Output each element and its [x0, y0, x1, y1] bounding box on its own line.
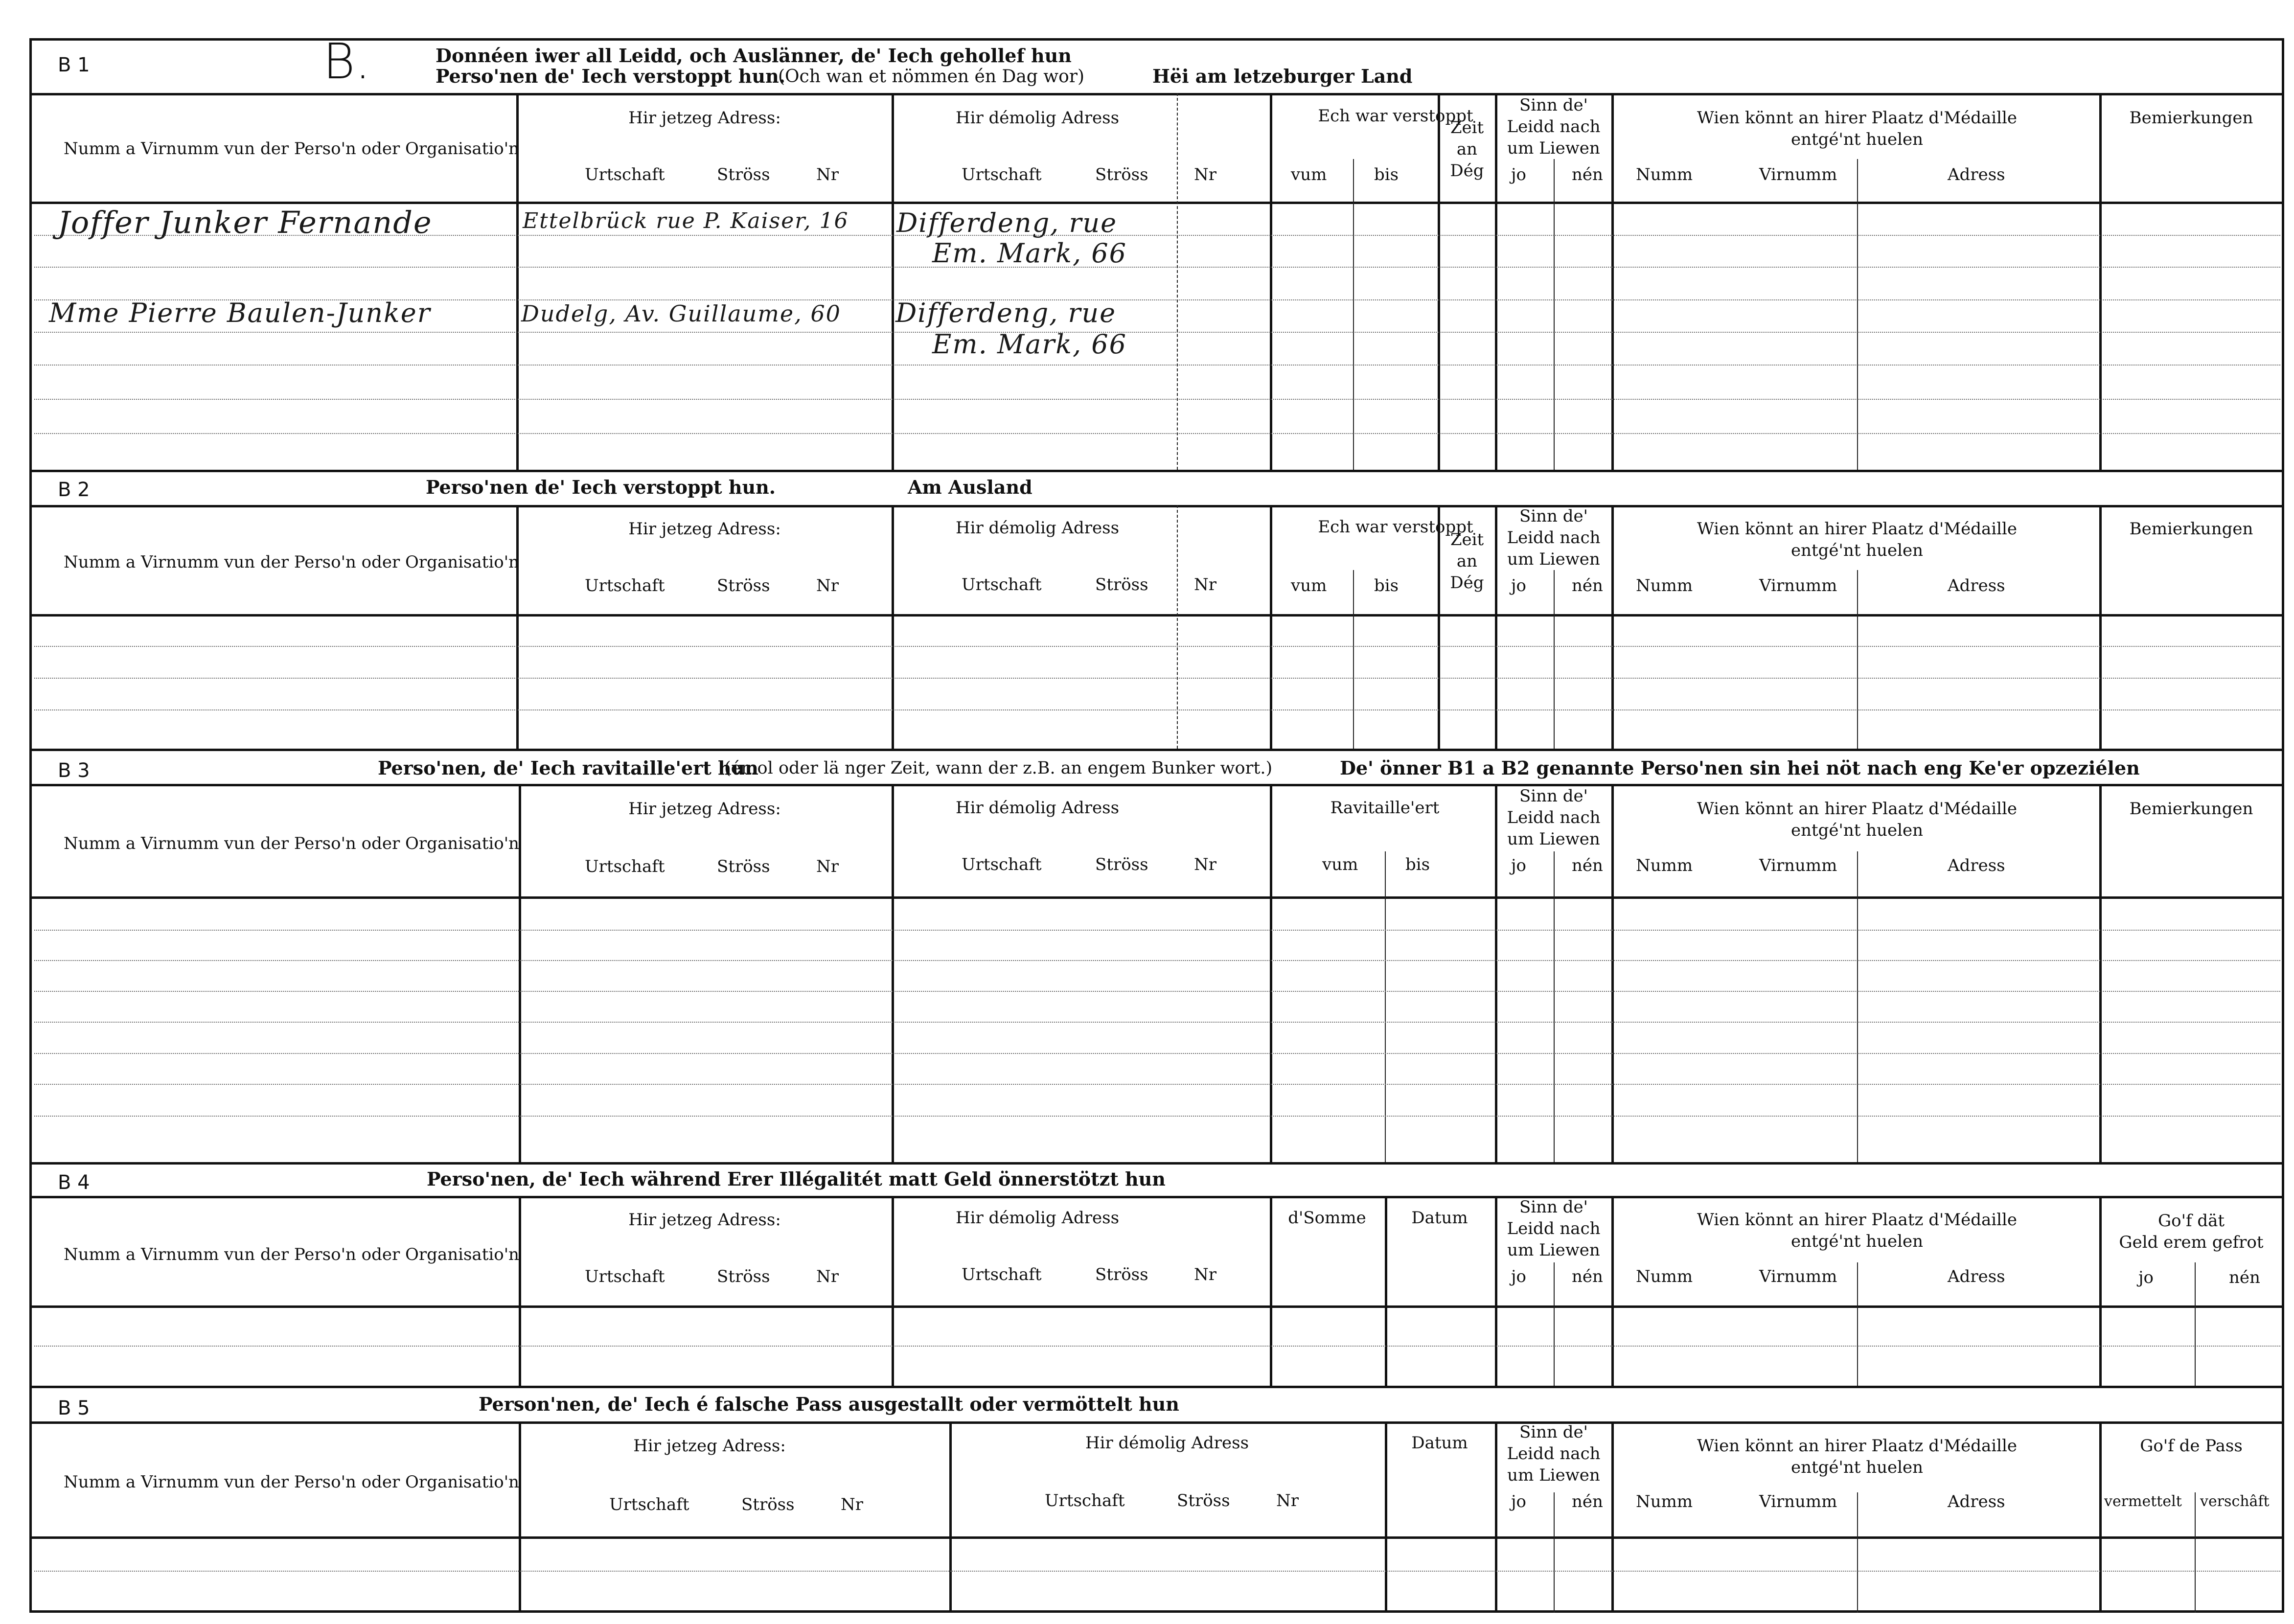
b5-alive-header-2: Leidd nach — [1507, 1444, 1601, 1464]
b3-row-line — [34, 1053, 2280, 1054]
b3-medal-header-2: entgé'nt huelen — [1790, 821, 1924, 840]
b1-entry-old-address-1: Differdeng, rue — [896, 207, 1118, 238]
b4-alive-header-3: um Liewen — [1507, 1240, 1600, 1260]
b5-old-urtschaft-header: Urtschaft — [1045, 1491, 1125, 1510]
b4-repaid-yes-header: jo — [2138, 1268, 2154, 1287]
b5-col — [1385, 1421, 1387, 1613]
b1-bottom-rule — [29, 470, 2284, 472]
b1-entry-name: Mme Pierre Baulen-Junker — [49, 297, 431, 328]
b3-no-header: nén — [1572, 856, 1603, 875]
b4-alive-header-1: Sinn de' — [1519, 1197, 1588, 1217]
b5-medal-firstname-header: Virnumm — [1759, 1492, 1837, 1511]
b3-heading-c: De' önner B1 a B2 genannte Perso'nen sin hei nöt nach eng Ke'er opzeziélen — [1340, 757, 2140, 779]
b1-medal-header-2: entgé'nt huelen — [1790, 130, 1924, 149]
b3-col — [1495, 784, 1497, 1162]
b2-subcol — [1857, 570, 1858, 749]
b1-current-address-header: Hir jetzeg Adress: — [628, 108, 781, 128]
b3-supplied-header: Ravitaille'ert — [1330, 798, 1440, 818]
b3-old-urtschaft-header: Urtschaft — [962, 855, 1042, 874]
b1-subcol — [1554, 159, 1555, 470]
b4-col — [1611, 1196, 1614, 1386]
b2-alive-header-3: um Liewen — [1507, 549, 1600, 569]
b1-entry-old-address-2: Em. Mark, 66 — [932, 329, 1127, 360]
b3-to-header: bis — [1405, 855, 1430, 874]
b5-medal-header-1: Wien könnt an hirer Plaatz d'Médaille — [1697, 1436, 2018, 1456]
b3-medal-name-header: Numm — [1636, 856, 1693, 875]
b1-days-header-1: Zeit — [1450, 118, 1484, 137]
b5-no-header: nén — [1572, 1492, 1603, 1511]
section-id-b5: B 5 — [58, 1397, 90, 1419]
b5-nr-header: Nr — [841, 1495, 864, 1514]
b2-no-header: nén — [1572, 576, 1603, 595]
b1-col — [1438, 93, 1440, 470]
b1-heading-line1: Donnéen iwer all Leidd, och Auslänner, de' Iech gehollef hun — [436, 45, 1072, 67]
b1-old-urtschaft-header: Urtschaft — [962, 165, 1042, 184]
b4-repaid-no-header: nén — [2229, 1268, 2260, 1287]
b5-heading: Person'nen, de' Iech é falsche Pass ausgestallt oder vermöttelt hun — [479, 1393, 1179, 1415]
b3-heading-b: (émol oder lä nger Zeit, wann der z.B. an engem Bunker wort.) — [724, 758, 1273, 778]
b2-alive-header-1: Sinn de' — [1519, 506, 1588, 526]
b3-remarks-header: Bemierkungen — [2129, 799, 2253, 819]
b3-row-line — [34, 930, 2280, 931]
b1-yes-header: jo — [1511, 165, 1527, 184]
b1-medal-header-1: Wien könnt an hirer Plaatz d'Médaille — [1697, 108, 2018, 128]
b2-row-line — [34, 646, 2280, 647]
b2-yes-header: jo — [1511, 576, 1527, 595]
b1-entry-current-address: Ettelbrück rue P. Kaiser, 16 — [523, 208, 849, 233]
b5-col — [1611, 1421, 1614, 1613]
section-id-b3: B 3 — [58, 759, 90, 782]
b3-stross-header: Ströss — [717, 857, 770, 876]
b2-subcol — [1177, 505, 1178, 749]
b1-row-line — [34, 433, 2280, 434]
b1-row-line — [34, 332, 2280, 333]
b1-remarks-header: Bemierkungen — [2129, 108, 2253, 128]
b2-from-header: vum — [1291, 576, 1327, 595]
b2-row-line — [34, 709, 2280, 710]
b2-old-stross-header: Ströss — [1095, 575, 1148, 595]
b1-nr-header: Nr — [816, 165, 839, 184]
b5-alive-header-3: um Liewen — [1507, 1465, 1600, 1485]
b1-col — [1495, 93, 1497, 470]
b1-heading-line2b: (Och wan et nömmen én Dag wor) — [778, 67, 1085, 87]
b5-medal-name-header: Numm — [1636, 1492, 1693, 1511]
b3-bottom-rule — [29, 1162, 2284, 1165]
b2-subcol — [1554, 570, 1555, 749]
b4-subcol — [1857, 1262, 1858, 1386]
b4-stross-header: Ströss — [717, 1267, 770, 1286]
b5-col — [2099, 1421, 2102, 1613]
b1-top-rule — [29, 93, 2284, 95]
b1-row-line — [34, 399, 2280, 400]
b3-nr-header: Nr — [816, 857, 839, 876]
b5-stross-header: Ströss — [741, 1495, 795, 1514]
b2-medal-firstname-header: Virnumm — [1759, 576, 1837, 595]
b1-from-header: vum — [1291, 165, 1327, 184]
b2-to-header: bis — [1374, 576, 1399, 595]
b2-days-header-1: Zeit — [1450, 530, 1484, 549]
b5-col — [949, 1421, 952, 1613]
b1-entry-name: Joffer Junker Fernande — [58, 205, 433, 240]
b3-medal-firstname-header: Virnumm — [1759, 856, 1837, 875]
b2-bottom-rule — [29, 749, 2284, 751]
b2-old-address-header: Hir démolig Adress — [955, 518, 1120, 538]
b1-heading-line2a: Perso'nen de' Iech verstoppt hun. — [436, 65, 785, 87]
section-id-b1: B 1 — [58, 54, 90, 76]
b3-header-rule — [29, 896, 2284, 899]
b4-old-stross-header: Ströss — [1095, 1265, 1148, 1284]
b1-header-rule — [29, 202, 2284, 204]
b4-old-urtschaft-header: Urtschaft — [962, 1265, 1042, 1284]
b4-current-address-header: Hir jetzeg Adress: — [628, 1210, 781, 1230]
b3-row-line — [34, 1022, 2280, 1023]
b2-col — [516, 505, 519, 749]
b2-heading-b: Am Ausland — [908, 476, 1032, 498]
b1-name-header: Numm a Virnumm vun der Perso'n oder Organisatio'n — [64, 139, 519, 159]
b1-old-stross-header: Ströss — [1095, 165, 1148, 184]
b1-entry-old-address-1: Differdeng, rue — [895, 297, 1117, 328]
b2-subcol — [1353, 570, 1354, 749]
b4-row-line — [34, 1346, 2280, 1347]
b3-medal-address-header: Adress — [1948, 856, 2005, 875]
b3-medal-header-1: Wien könnt an hirer Plaatz d'Médaille — [1697, 799, 2018, 819]
b3-from-header: vum — [1322, 855, 1358, 874]
b3-alive-header-2: Leidd nach — [1507, 808, 1601, 827]
b4-col — [1385, 1196, 1387, 1386]
b1-alive-header-3: um Liewen — [1507, 138, 1600, 158]
b2-old-urtschaft-header: Urtschaft — [962, 575, 1042, 595]
b2-stross-header: Ströss — [717, 576, 770, 595]
b3-urtschaft-header: Urtschaft — [585, 857, 665, 876]
b5-yes-header: jo — [1511, 1492, 1527, 1511]
b3-old-nr-header: Nr — [1194, 855, 1217, 874]
b5-old-address-header: Hir démolig Adress — [1085, 1433, 1249, 1453]
b5-col — [519, 1421, 521, 1613]
b4-header-rule — [29, 1305, 2284, 1308]
b1-days-header-3: Dég — [1450, 161, 1484, 181]
b2-col — [892, 505, 894, 749]
section-id-b4: B 4 — [58, 1171, 90, 1194]
b4-col — [2099, 1196, 2102, 1386]
b1-row-line — [34, 267, 2280, 268]
b3-row-line — [34, 1116, 2280, 1117]
b5-subcol — [2195, 1492, 2196, 1613]
b2-days-header-2: an — [1456, 551, 1478, 571]
b5-old-nr-header: Nr — [1276, 1491, 1299, 1510]
b5-medal-header-2: entgé'nt huelen — [1790, 1458, 1924, 1477]
b5-top-rule — [29, 1421, 2284, 1424]
b3-row-line — [34, 960, 2280, 961]
b3-col — [1611, 784, 1614, 1162]
b1-subcol — [1353, 159, 1354, 470]
b2-row-line — [34, 678, 2280, 679]
b3-old-stross-header: Ströss — [1095, 855, 1148, 874]
b2-medal-header-1: Wien könnt an hirer Plaatz d'Médaille — [1697, 519, 2018, 539]
b1-medal-name-header: Numm — [1636, 165, 1693, 184]
b2-remarks-header: Bemierkungen — [2129, 519, 2253, 539]
b1-subcol — [1857, 159, 1858, 470]
b5-old-stross-header: Ströss — [1177, 1491, 1230, 1510]
b4-medal-firstname-header: Virnumm — [1759, 1267, 1837, 1286]
b1-alive-header-2: Leidd nach — [1507, 117, 1601, 137]
b3-row-line — [34, 1084, 2280, 1085]
b4-col — [519, 1196, 521, 1386]
b5-date-header: Datum — [1411, 1433, 1468, 1453]
b5-medal-address-header: Adress — [1948, 1492, 2005, 1511]
b4-yes-header: jo — [1511, 1267, 1527, 1286]
b5-subcol — [1554, 1492, 1555, 1613]
b4-subcol — [1554, 1262, 1555, 1386]
b3-row-line — [34, 991, 2280, 992]
b3-alive-header-1: Sinn de' — [1519, 786, 1588, 806]
b4-alive-header-2: Leidd nach — [1507, 1219, 1601, 1238]
b2-heading-a: Perso'nen de' Iech verstoppt hun. — [426, 476, 776, 498]
b4-top-rule — [29, 1196, 2284, 1198]
b2-medal-address-header: Adress — [1948, 576, 2005, 595]
b4-name-header: Numm a Virnumm vun der Perso'n oder Organisatio'n — [64, 1245, 519, 1264]
b1-col — [1270, 93, 1272, 470]
b4-amount-header: d'Somme — [1288, 1208, 1366, 1228]
b5-col — [1495, 1421, 1497, 1613]
b1-entry-current-address: Dudelg, Av. Guillaume, 60 — [521, 300, 841, 327]
b2-col — [1611, 505, 1614, 749]
b1-stross-header: Ströss — [717, 165, 770, 184]
b3-heading-a: Perso'nen, de' Iech ravitaille'ert hun — [378, 757, 758, 779]
b4-urtschaft-header: Urtschaft — [585, 1267, 665, 1286]
b4-old-nr-header: Nr — [1194, 1265, 1217, 1284]
b2-medal-header-2: entgé'nt huelen — [1790, 541, 1924, 560]
b3-col — [1270, 784, 1272, 1162]
b2-nr-header: Nr — [816, 576, 839, 595]
b1-no-header: nén — [1572, 165, 1603, 184]
b4-repaid-header-1: Go'f dät — [2157, 1211, 2225, 1231]
b5-current-address-header: Hir jetzeg Adress: — [633, 1436, 786, 1456]
b1-col — [892, 93, 894, 470]
b2-col — [1270, 505, 1272, 749]
b2-col — [1438, 505, 1440, 749]
b5-pass-procured-header: verschâft — [2200, 1493, 2270, 1510]
b4-subcol — [2195, 1262, 2196, 1386]
b3-col — [2099, 784, 2102, 1162]
b4-old-address-header: Hir démolig Adress — [955, 1208, 1120, 1228]
b1-urtschaft-header: Urtschaft — [585, 165, 665, 184]
b4-col — [1270, 1196, 1272, 1386]
b5-pass-header: Go'f de Pass — [2140, 1436, 2243, 1456]
b1-alive-header-1: Sinn de' — [1519, 95, 1588, 115]
b2-top-rule — [29, 505, 2284, 507]
b5-pass-mediated-header: vermettelt — [2104, 1493, 2182, 1510]
b1-old-address-header: Hir démolig Adress — [955, 108, 1120, 128]
b2-days-header-3: Dég — [1450, 573, 1484, 593]
b1-medal-firstname-header: Virnumm — [1759, 165, 1837, 184]
b2-old-nr-header: Nr — [1194, 575, 1217, 595]
b1-subcol — [1177, 93, 1178, 470]
b4-bottom-rule — [29, 1386, 2284, 1388]
b2-name-header: Numm a Virnumm vun der Perso'n oder Organisatio'n — [64, 552, 519, 572]
b1-old-nr-header: Nr — [1194, 165, 1217, 184]
b5-alive-header-1: Sinn de' — [1519, 1422, 1588, 1442]
b2-alive-header-2: Leidd nach — [1507, 528, 1601, 548]
b1-row-line — [34, 365, 2280, 366]
b1-days-header-2: an — [1456, 139, 1478, 159]
b3-top-rule — [29, 784, 2284, 786]
b1-hidden-header: Ech war verstoppt — [1318, 106, 1473, 126]
b1-col — [2099, 93, 2102, 470]
b4-no-header: nén — [1572, 1267, 1603, 1286]
b2-urtschaft-header: Urtschaft — [585, 576, 665, 595]
b4-medal-address-header: Adress — [1948, 1267, 2005, 1286]
b5-header-rule — [29, 1536, 2284, 1539]
b3-alive-header-3: um Liewen — [1507, 829, 1600, 849]
section-letter: B. — [323, 33, 371, 90]
b4-medal-name-header: Numm — [1636, 1267, 1693, 1286]
b4-col — [1495, 1196, 1497, 1386]
b4-nr-header: Nr — [816, 1267, 839, 1286]
b2-hidden-header: Ech war verstoppt — [1318, 517, 1473, 537]
b4-medal-header-1: Wien könnt an hirer Plaatz d'Médaille — [1697, 1210, 2018, 1230]
b3-current-address-header: Hir jetzeg Adress: — [628, 799, 781, 819]
b3-old-address-header: Hir démolig Adress — [955, 798, 1120, 818]
b4-medal-header-2: entgé'nt huelen — [1790, 1232, 1924, 1251]
b5-row-line — [34, 1571, 2280, 1572]
b1-entry-old-address-2: Em. Mark, 66 — [932, 238, 1127, 269]
b5-subcol — [1857, 1492, 1858, 1613]
b4-col — [892, 1196, 894, 1386]
b3-col — [892, 784, 894, 1162]
section-id-b2: B 2 — [58, 479, 90, 501]
b1-to-header: bis — [1374, 165, 1399, 184]
b1-heading-line2c: Hëi am letzeburger Land — [1152, 65, 1413, 87]
b2-current-address-header: Hir jetzeg Adress: — [628, 519, 781, 539]
b5-name-header: Numm a Virnumm vun der Perso'n oder Organisatio'n — [64, 1472, 519, 1492]
form-frame — [29, 38, 2284, 1613]
b2-col — [1495, 505, 1497, 749]
b3-yes-header: jo — [1511, 856, 1527, 875]
b4-heading: Perso'nen, de' Iech während Erer Illégalitét matt Geld önnerstötzt hun — [427, 1168, 1166, 1190]
b4-repaid-header-2: Geld erem gefrot — [2119, 1233, 2264, 1252]
b1-col — [1611, 93, 1614, 470]
b4-date-header: Datum — [1411, 1208, 1468, 1228]
b1-medal-address-header: Adress — [1948, 165, 2005, 184]
b2-medal-name-header: Numm — [1636, 576, 1693, 595]
b3-name-header: Numm a Virnumm vun der Perso'n oder Organisatio'n — [64, 834, 519, 853]
b2-col — [2099, 505, 2102, 749]
b2-header-rule — [29, 614, 2284, 617]
b5-urtschaft-header: Urtschaft — [609, 1495, 689, 1514]
